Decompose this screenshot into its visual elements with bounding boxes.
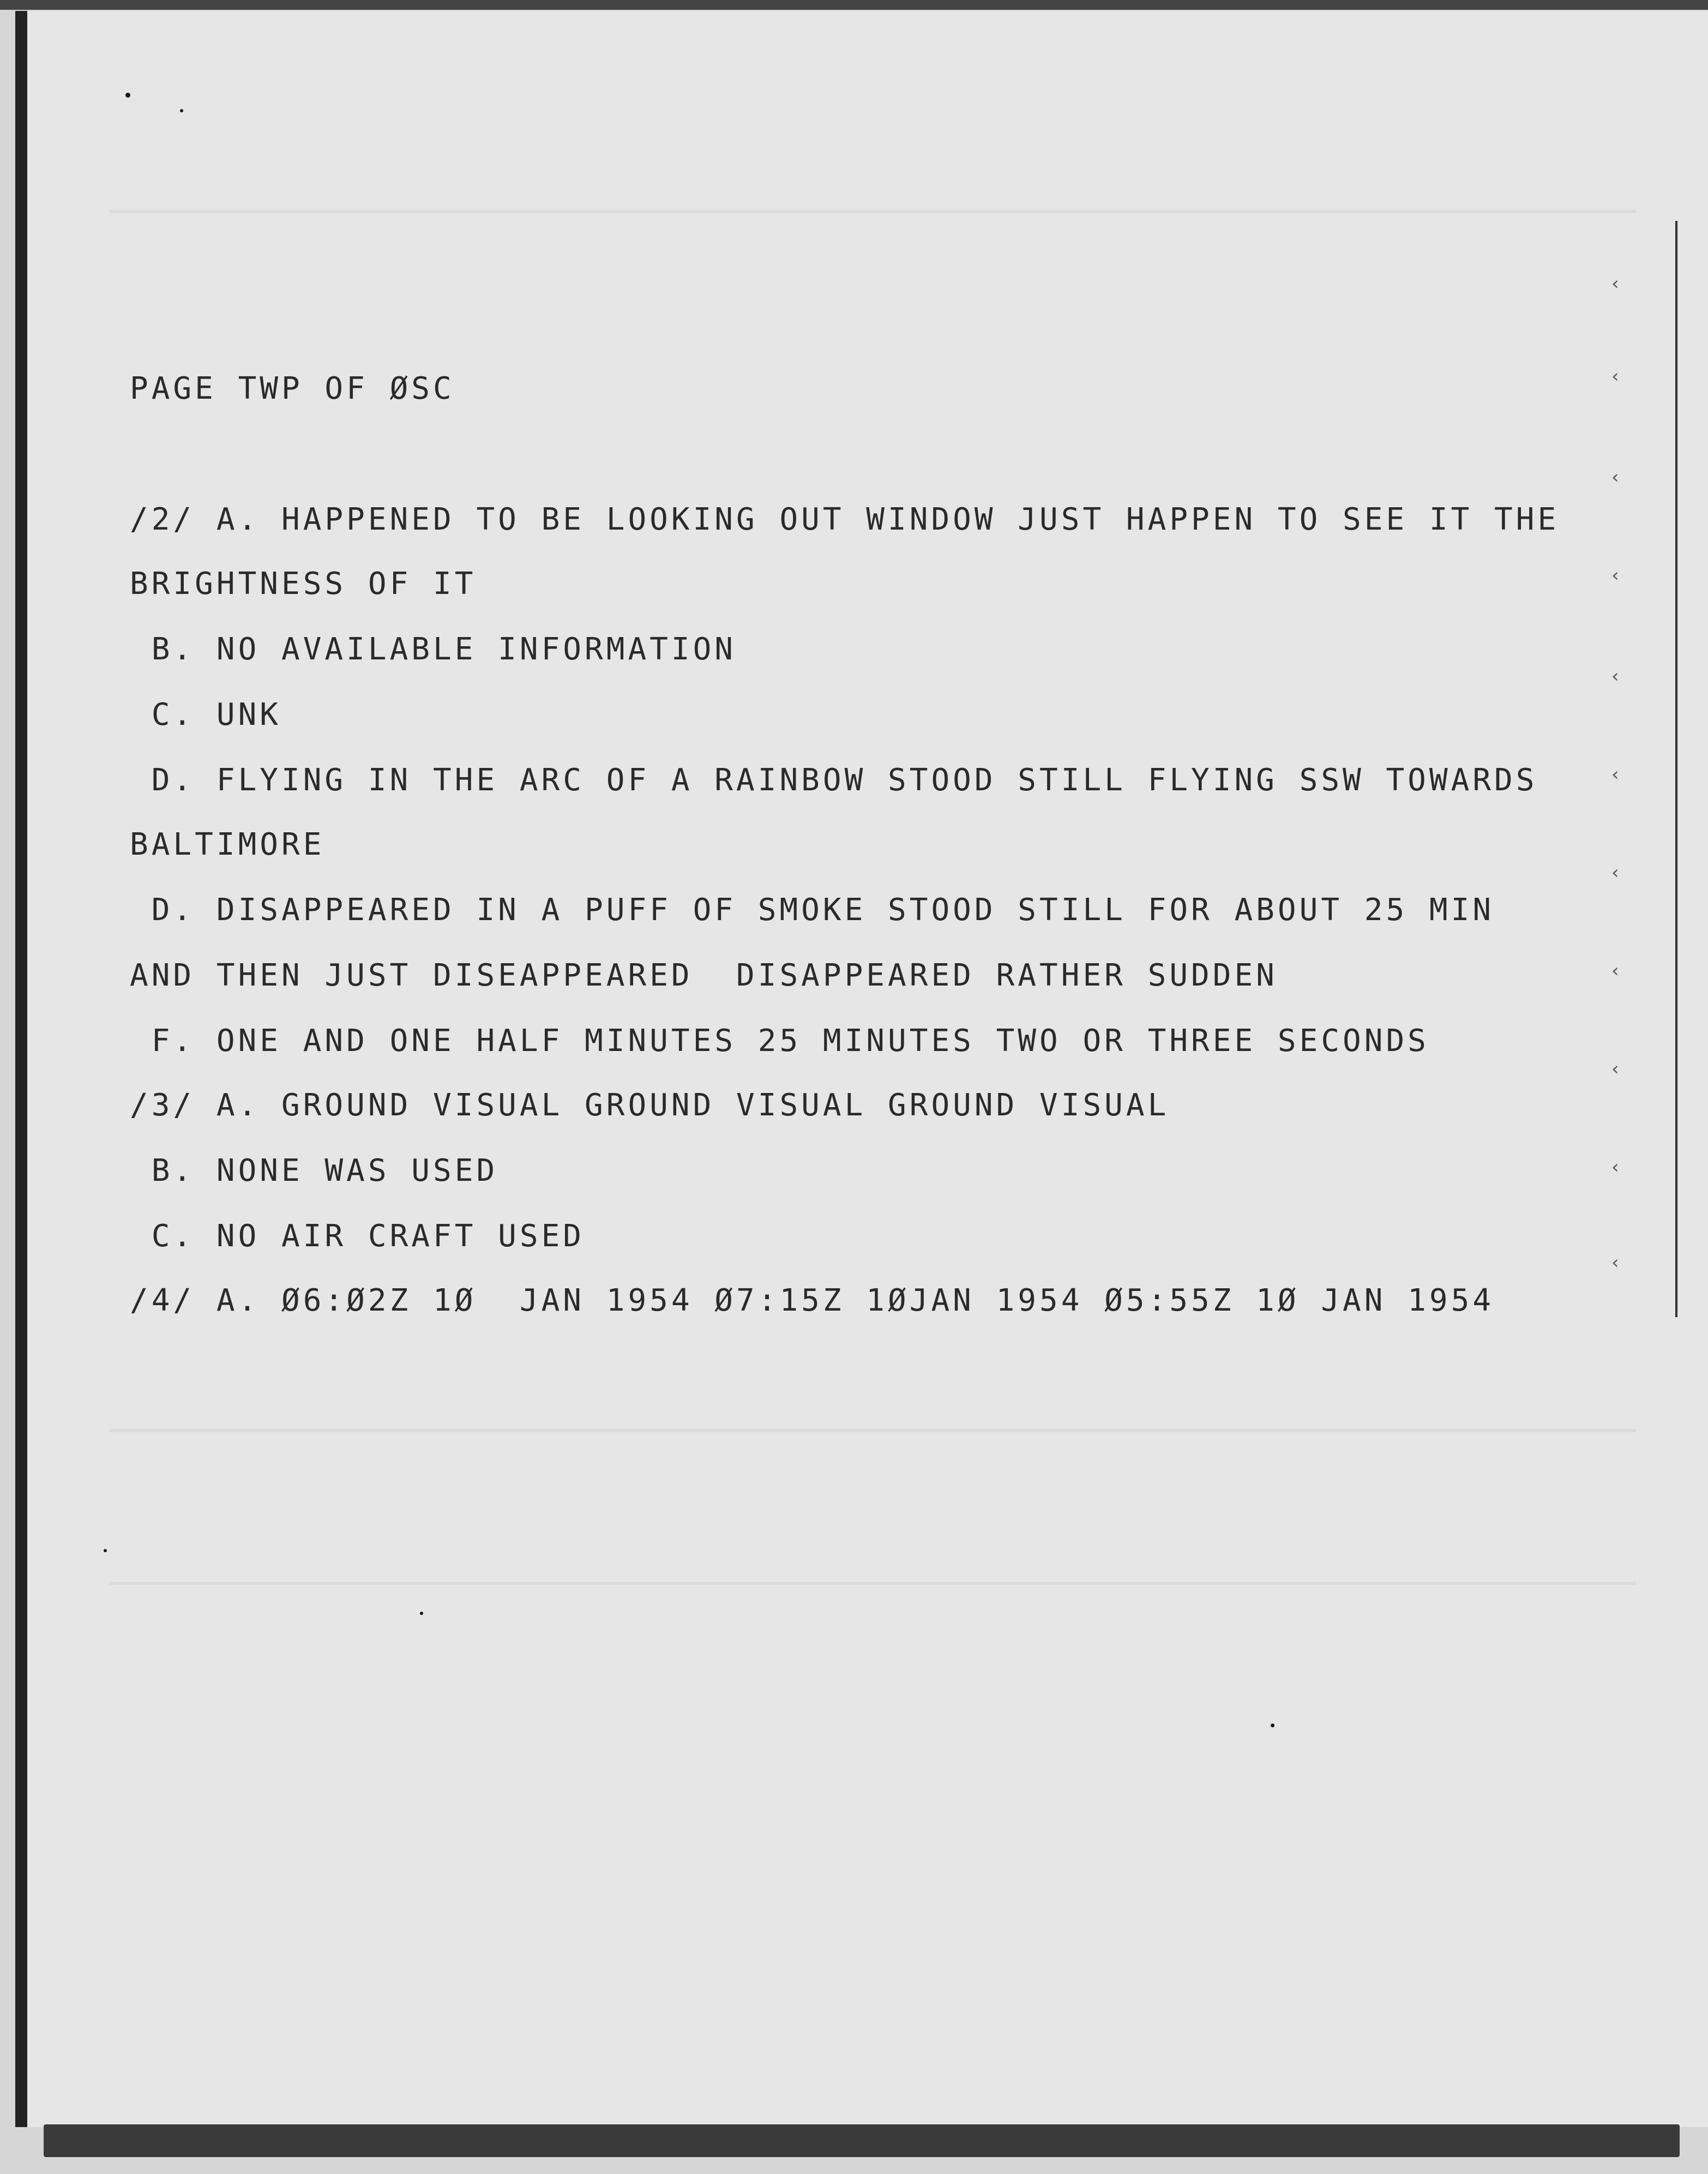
page-header: PAGE TWP OF ØSC [130,371,455,406]
sprocket-mark: ‹ [1611,764,1619,785]
sprocket-mark: ‹ [1611,1252,1619,1274]
sprocket-mark: ‹ [1611,564,1619,586]
message-line: B. NO AVAILABLE INFORMATION [130,632,737,667]
teletype-paper [15,11,1708,2127]
message-line: /4/ A. Ø6:Ø2Z 1Ø JAN 1954 Ø7:15Z 1ØJAN 1954 Ø5:55Z 1Ø JAN 1954 [130,1283,1495,1318]
message-line: BRIGHTNESS OF IT [130,566,477,602]
sprocket-mark: ‹ [1611,365,1619,387]
scan-bottom-edge [44,2124,1680,2157]
message-line: F. ONE AND ONE HALF MINUTES 25 MINUTES TWO OR THREE SECONDS [130,1023,1429,1059]
dust-speck [180,109,183,112]
scan-top-edge [0,0,1708,10]
message-line: C. NO AIR CRAFT USED [130,1218,585,1254]
message-line: /3/ A. GROUND VISUAL GROUND VISUAL GROUND VISUAL [130,1088,1170,1123]
dust-speck [1271,1723,1274,1727]
message-line: /2/ A. HAPPENED TO BE LOOKING OUT WINDOW JUST HAPPEN TO SEE IT THE [130,502,1560,537]
bleed-through-line [109,1582,1636,1585]
sprocket-mark: ‹ [1611,1156,1619,1178]
bleed-through-line [109,210,1636,213]
sprocket-mark: ‹ [1611,665,1619,687]
sprocket-mark: ‹ [1611,1058,1619,1080]
sprocket-mark: ‹ [1611,862,1619,884]
bleed-through-line [109,1429,1636,1432]
message-line: D. FLYING IN THE ARC OF A RAINBOW STOOD STILL FLYING SSW TOWARDS [130,762,1538,798]
dust-speck [125,93,130,98]
message-line: AND THEN JUST DISEAPPEARED DISAPPEARED RATHER SUDDEN [130,958,1278,993]
dust-speck [420,1612,423,1615]
dust-speck [104,1549,107,1552]
message-line: BALTIMORE [130,827,325,862]
sprocket-mark: ‹ [1611,273,1619,295]
right-margin-rule [1675,221,1677,1317]
message-line: D. DISAPPEARED IN A PUFF OF SMOKE STOOD STILL FOR ABOUT 25 MIN [130,892,1495,928]
sprocket-mark: ‹ [1611,466,1619,488]
teletype-message [130,371,1560,1318]
sprocket-mark: ‹ [1611,960,1619,982]
message-line: C. UNK [130,697,282,732]
message-line: B. NONE WAS USED [130,1153,498,1188]
